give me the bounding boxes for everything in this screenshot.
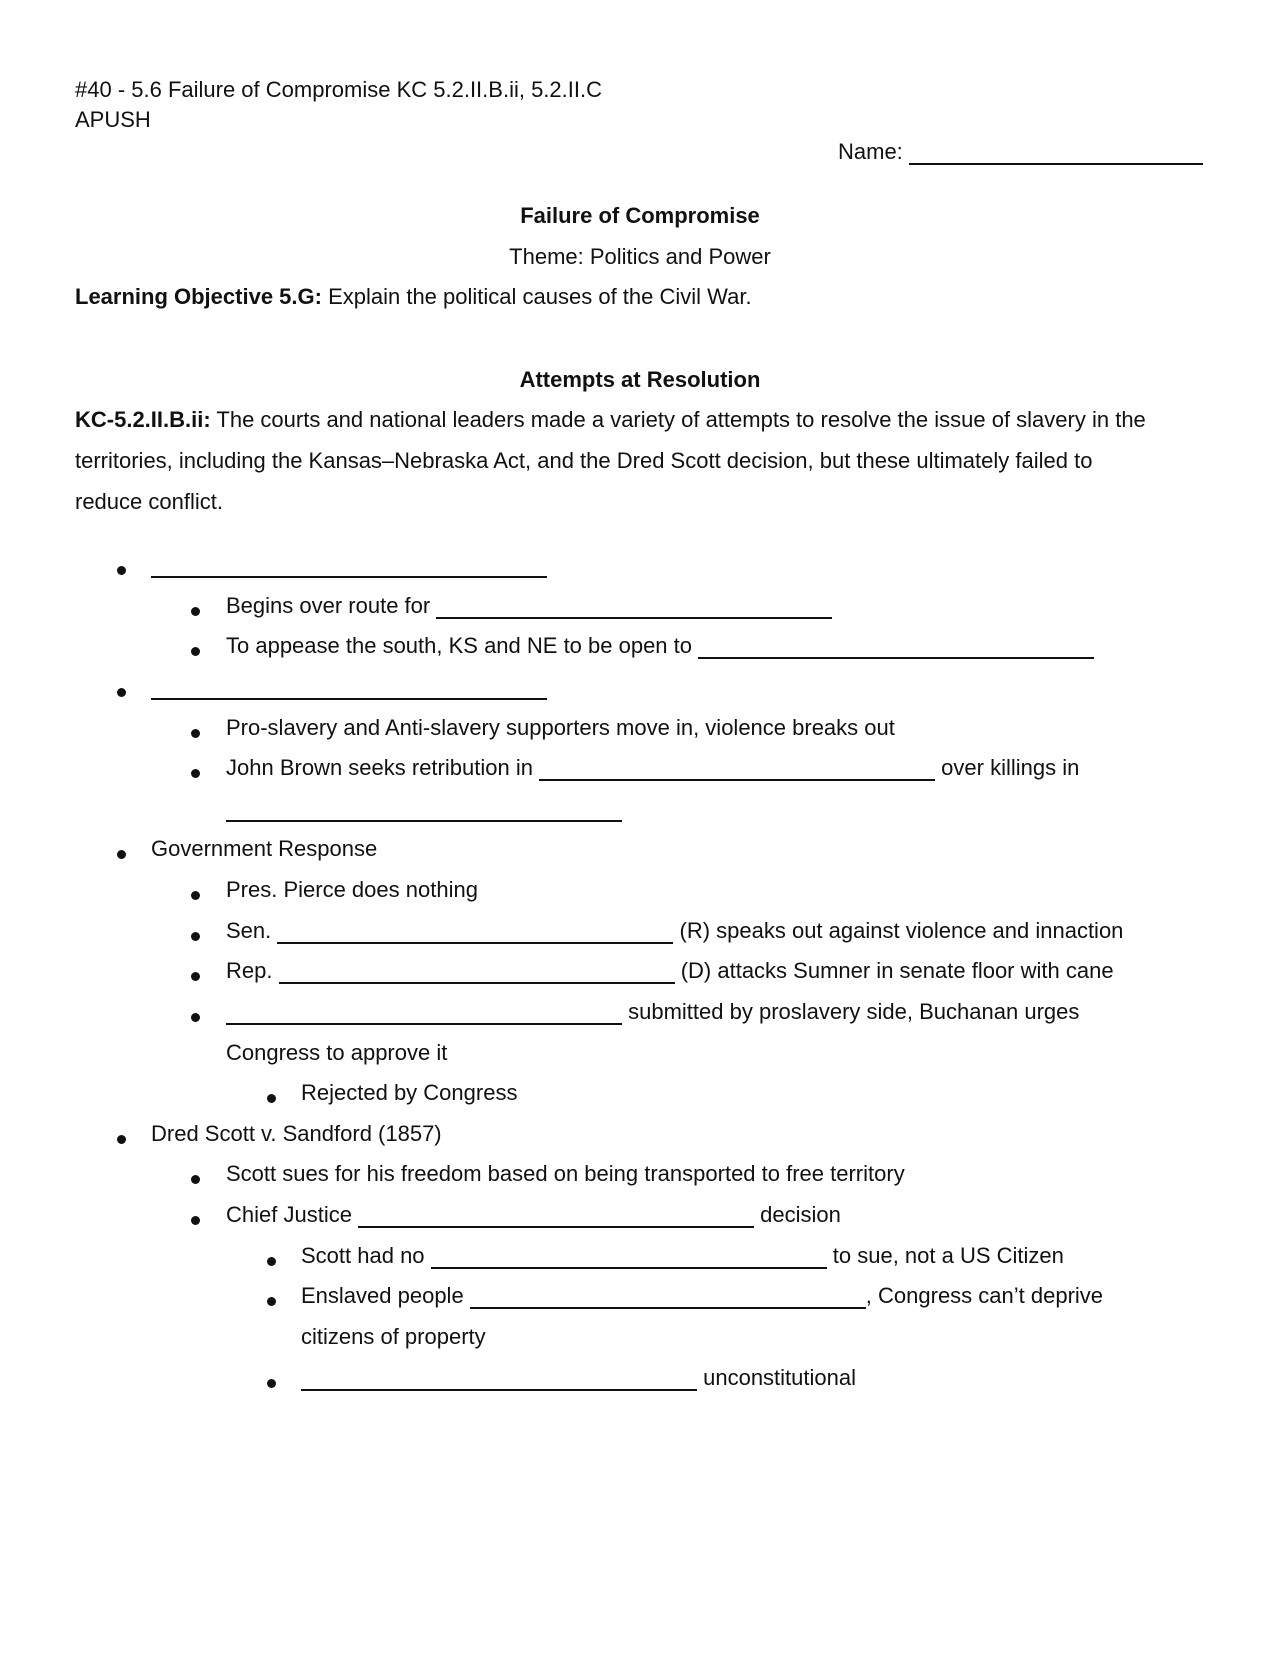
outline-item-dred: Dred Scott v. Sandford (1857) xyxy=(151,1121,442,1146)
item-text: Scott had no xyxy=(301,1243,431,1268)
kc-paragraph-line-1 xyxy=(75,406,1146,434)
section-heading: Attempts at Resolution xyxy=(519,367,761,392)
kc-paragraph-line-3: reduce conflict. xyxy=(75,489,223,514)
answer-blank[interactable] xyxy=(226,1001,622,1025)
bullet-icon xyxy=(191,1013,200,1022)
item-text: (D) attacks Sumner in senate floor with cane xyxy=(674,958,1114,983)
bullet-icon xyxy=(191,769,200,778)
outline-item-2-sub-1: Pro-slavery and Anti-slavery supporters move in, violence breaks out xyxy=(226,715,895,740)
bullet-icon xyxy=(191,607,200,616)
item-text: unconstitutional xyxy=(697,1365,856,1390)
outline-dred-sub-2-b xyxy=(301,1282,1103,1310)
item-text: Enslaved people xyxy=(301,1283,470,1308)
answer-blank[interactable] xyxy=(279,960,675,984)
answer-blank[interactable] xyxy=(698,635,1094,659)
bullet-icon xyxy=(191,1175,200,1184)
name-blank[interactable] xyxy=(909,141,1203,165)
bullet-icon xyxy=(117,688,126,697)
outline-gov-sub-4-cont: Congress to approve it xyxy=(226,1040,448,1065)
outline-gov-sub-4 xyxy=(226,998,1079,1026)
item-text: over killings in xyxy=(935,755,1080,780)
bullet-icon xyxy=(191,972,200,981)
bullet-icon xyxy=(267,1379,276,1388)
item-text: submitted by proslavery side, Buchanan urges xyxy=(622,999,1080,1024)
bullet-icon xyxy=(267,1094,276,1103)
outline-gov-sub-3 xyxy=(226,957,1114,985)
answer-blank[interactable] xyxy=(226,798,622,822)
outline-item-1-sub-2 xyxy=(226,632,1094,660)
learning-objective xyxy=(75,283,752,311)
kc-label: KC-5.2.II.B.ii: xyxy=(75,407,211,432)
item-text: Begins over route for xyxy=(226,593,437,618)
outline-dred-sub-2-c xyxy=(301,1364,856,1392)
answer-blank[interactable] xyxy=(470,1285,866,1309)
outline-item-1 xyxy=(151,551,547,579)
bullet-icon xyxy=(191,647,200,656)
outline-item-2-sub-2 xyxy=(226,754,1079,782)
theme-line: Theme: Politics and Power xyxy=(509,244,771,269)
item-text: John Brown seeks retribution in xyxy=(226,755,540,780)
answer-blank[interactable] xyxy=(358,1204,754,1228)
kc-text-1: The courts and national leaders made a variety of attempts to resolve the issue of slavery in the xyxy=(210,407,1146,432)
bullet-icon xyxy=(117,850,126,859)
kc-paragraph-line-2: territories, including the Kansas–Nebraska Act, and the Dred Scott decision, but these ultimately failed to xyxy=(75,448,1093,473)
objective-text: Explain the political causes of the Civil War. xyxy=(321,284,752,309)
page-title: Failure of Compromise xyxy=(520,203,760,228)
bullet-icon xyxy=(267,1297,276,1306)
outline-dred-sub-2 xyxy=(226,1201,841,1229)
outline-item-2 xyxy=(151,673,547,701)
item-text: (R) speaks out against violence and innaction xyxy=(673,918,1124,943)
answer-blank[interactable] xyxy=(539,757,935,781)
answer-blank[interactable] xyxy=(436,595,832,619)
bullet-icon xyxy=(117,566,126,575)
bullet-icon xyxy=(191,891,200,900)
objective-label: Learning Objective 5.G: xyxy=(75,284,322,309)
item-text: Sen. xyxy=(226,918,278,943)
answer-blank[interactable] xyxy=(151,676,547,700)
bullet-icon xyxy=(191,1216,200,1225)
item-text: to sue, not a US Citizen xyxy=(826,1243,1064,1268)
bullet-icon xyxy=(191,932,200,941)
outline-dred-sub-1: Scott sues for his freedom based on being transported to free territory xyxy=(226,1161,905,1186)
answer-blank[interactable] xyxy=(431,1245,827,1269)
item-text: To appease the south, KS and NE to be open to xyxy=(226,633,699,658)
item-text: decision xyxy=(754,1202,841,1227)
outline-item-1-sub-1 xyxy=(226,592,832,620)
bullet-icon xyxy=(191,729,200,738)
name-label: Name: xyxy=(838,139,903,164)
outline-dred-sub-2-b-cont: citizens of property xyxy=(301,1324,486,1349)
item-text: Chief Justice xyxy=(226,1202,359,1227)
answer-blank[interactable] xyxy=(301,1367,697,1391)
course-header: #40 - 5.6 Failure of Compromise KC 5.2.II.B.ii, 5.2.II.C xyxy=(75,77,602,102)
outline-item-gov: Government Response xyxy=(151,836,378,861)
course-name: APUSH xyxy=(75,107,151,132)
answer-blank[interactable] xyxy=(277,920,673,944)
outline-dred-sub-2-a xyxy=(301,1242,1064,1270)
outline-gov-sub-2 xyxy=(226,917,1123,945)
answer-blank[interactable] xyxy=(151,554,547,578)
name-field xyxy=(838,138,1203,166)
outline-item-2-sub-2-cont xyxy=(226,795,622,823)
bullet-icon xyxy=(117,1135,126,1144)
outline-gov-sub-1: Pres. Pierce does nothing xyxy=(226,877,478,902)
outline-gov-sub-4-sub-1: Rejected by Congress xyxy=(301,1080,518,1105)
item-text: Rep. xyxy=(226,958,279,983)
bullet-icon xyxy=(267,1257,276,1266)
item-text: , Congress can’t deprive xyxy=(865,1283,1104,1308)
